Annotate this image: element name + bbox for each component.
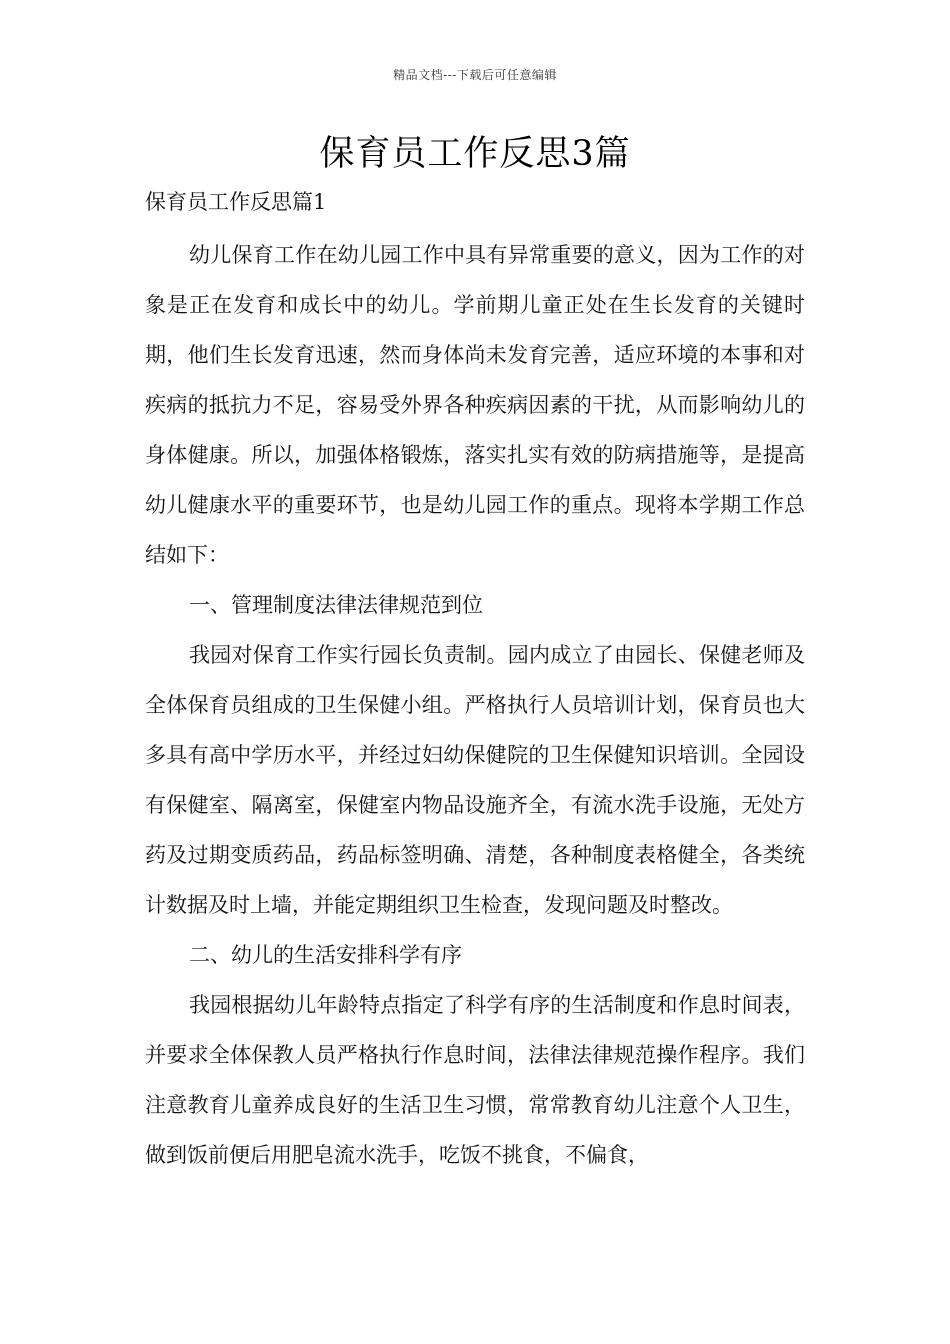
paragraph-daily-life: 我园根据幼儿年龄特点指定了科学有序的生活制度和作息时间表，并要求全体保教人员严格执行作息时间，法律法律规范操作程序。我们注意教育儿童养成良好的生活卫生习惯，常常教育幼儿注意个人卫生，做到饭前便后用肥皂流水洗手，吃饭不挑食，不偏食，	[145, 993, 805, 1167]
section-title: 保育员工作反思篇1	[145, 190, 327, 214]
page-header-note: 精品文档---下载后可任意编辑	[393, 68, 557, 82]
paragraph-management: 我园对保育工作实行园长负责制。园内成立了由园长、保健老师及全体保育员组成的卫生保健小组。严格执行人员培训计划，保育员也大多具有高中学历水平，并经过妇幼保健院的卫生保健知识培训。全园设有保健室、隔离室，保健室内物品设施齐全，有流水洗手设施，无处方药及过期变质药品，药品标签明确、清楚，各种制度表格健全，各类统计数据及时上墙，并能定期组织卫生检查，发现问题及时整改。	[145, 643, 805, 917]
paragraph-intro: 幼儿保育工作在幼儿园工作中具有异常重要的意义，因为工作的对象是正在发育和成长中的幼儿。学前期儿童正处在生长发育的关键时期，他们生长发育迅速，然而身体尚未发育完善，适应环境的本事和对疾病的抵抗力不足，容易受外界各种疾病因素的干扰，从而影响幼儿的身体健康。所以，加强体格锻炼，落实扎实有效的防病措施等，是提高幼儿健康水平的重要环节，也是幼儿园工作的重点。现将本学期工作总结如下：	[145, 243, 805, 567]
subheading-daily-life: 二、幼儿的生活安排科学有序	[189, 943, 462, 967]
document-body	[145, 230, 805, 1180]
subheading-management: 一、管理制度法律法律规范到位	[189, 593, 483, 617]
document-title: 保育员工作反思3篇	[319, 134, 631, 174]
